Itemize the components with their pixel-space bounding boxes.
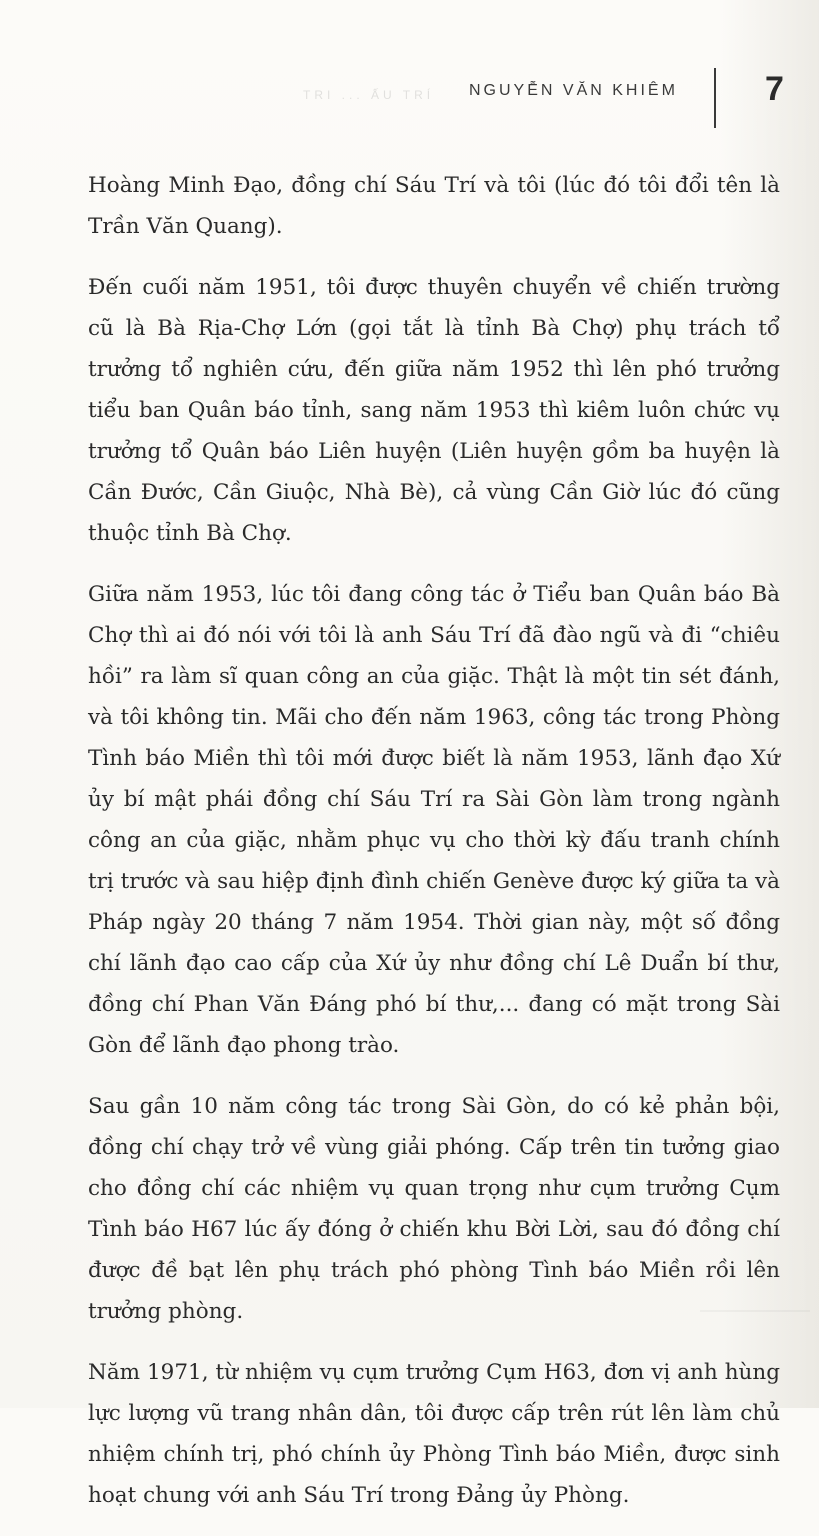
paragraph-3: Giữa năm 1953, lúc tôi đang công tác ở Tiểu ban Quân báo Bà Chợ thì ai đó nói với tôi là anh Sáu Trí đã đào ngũ và đi “chiêu hồi” ra làm sĩ quan công an của giặc. Thật là một tin sét đánh, và tôi không tin. Mãi cho đến năm 1963, công tác trong Phòng Tình báo Miền thì tôi mới được biết là năm 1953, lãnh đạo Xứ ủy bí mật phái đồng chí Sáu Trí ra Sài Gòn làm trong ngành công an của giặc, nhằm phục vụ cho thời kỳ đấu tranh chính trị trước và sau hiệp định đình chiến Genève được ký giữa ta và Pháp ngày 20 tháng 7 năm 1954. Thời gian này, một số đồng chí lãnh đạo cao cấp của Xứ ủy như đồng chí Lê Duẩn bí thư, đồng chí Phan Văn Đáng phó bí thư,... đang có mặt trong Sài Gòn để lãnh đạo phong trào. <box>88 582 780 1058</box>
show-through-text: TRI ... ẤU TRÍ <box>303 88 435 102</box>
page-number: 7 <box>765 70 784 108</box>
body-text <box>88 165 780 1536</box>
paper-edge-mark <box>700 1310 810 1312</box>
paragraph-2: Đến cuối năm 1951, tôi được thuyên chuyển về chiến trường cũ là Bà Rịa-Chợ Lớn (gọi tắt là tỉnh Bà Chợ) phụ trách tổ trưởng tổ nghiên cứu, đến giữa năm 1952 thì lên phó trưởng tiểu ban Quân báo tỉnh, sang năm 1953 thì kiêm luôn chức vụ trưởng tổ Quân báo Liên huyện (Liên huyện gồm ba huyện là Cần Đước, Cần Giuộc, Nhà Bè), cả vùng Cần Giờ lúc đó cũng thuộc tỉnh Bà Chợ. <box>88 275 780 546</box>
paragraph-5: Năm 1971, từ nhiệm vụ cụm trưởng Cụm H63, đơn vị anh hùng lực lượng vũ trang nhân dân, tôi được cấp trên rút lên làm chủ nhiệm chính trị, phó chính ủy Phòng Tình báo Miền, được sinh hoạt chung với anh Sáu Trí trong Đảng ủy Phòng. <box>88 1360 780 1508</box>
running-header-author: NGUYỄN VĂN KHIÊM <box>469 82 678 99</box>
paragraph-4: Sau gần 10 năm công tác trong Sài Gòn, do có kẻ phản bội, đồng chí chạy trở về vùng giải phóng. Cấp trên tin tưởng giao cho đồng chí các nhiệm vụ quan trọng như cụm trưởng Cụm Tình báo H67 lúc ấy đóng ở chiến khu Bời Lời, sau đó đồng chí được đề bạt lên phụ trách phó phòng Tình báo Miền rồi lên trưởng phòng. <box>88 1094 780 1324</box>
header-divider <box>714 68 716 128</box>
paragraph-1: Hoàng Minh Đạo, đồng chí Sáu Trí và tôi (lúc đó tôi đổi tên là Trần Văn Quang). <box>88 173 780 239</box>
